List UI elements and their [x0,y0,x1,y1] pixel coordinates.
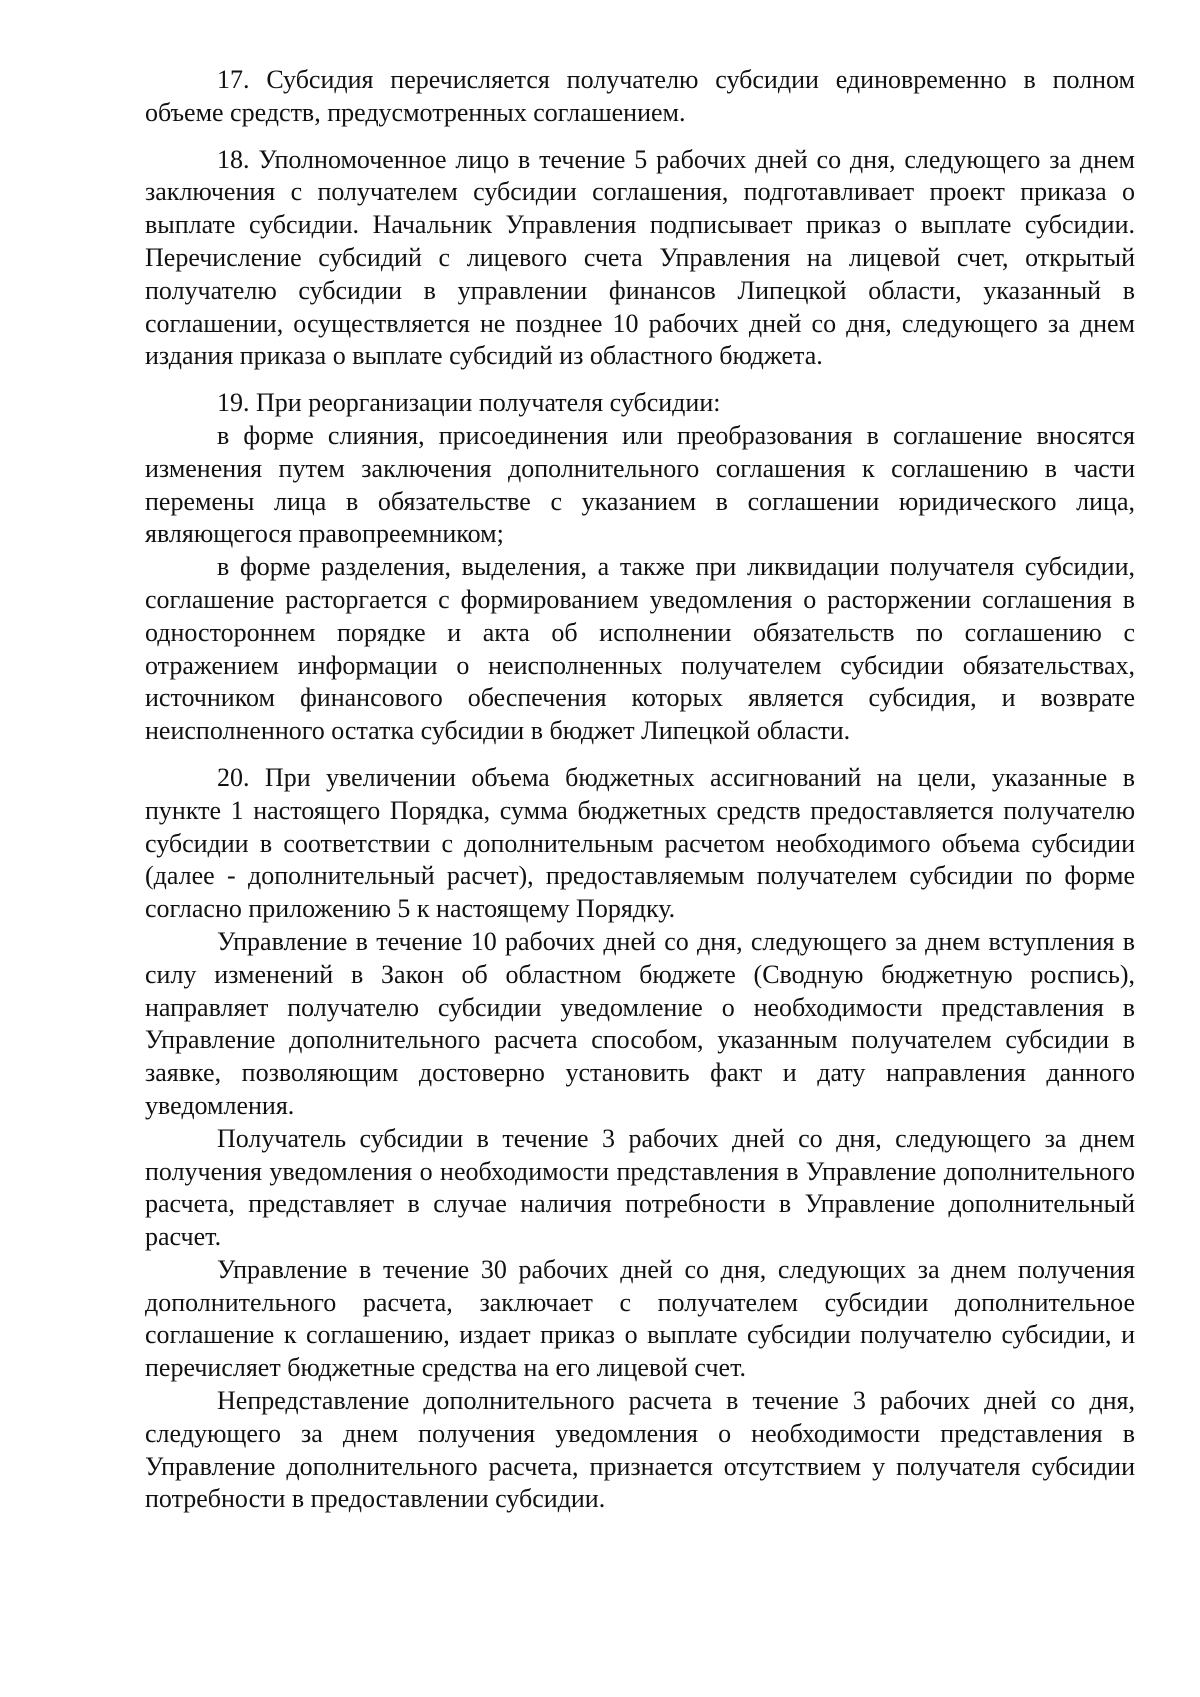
paragraph-20-agreement: Управление в течение 30 рабочих дней со дня, следующих за днем получения дополнительного расчета, заключает с получателем субсидии дополнительное соглашение к соглашению, издает приказ о выплате субсидии получателю субсидии, и перечисляет бюджетные средства на его лицевой счет. [145,1254,1135,1383]
paragraph-18: 18. Уполномоченное лицо в течение 5 рабочих дней со дня, следующего за днем заключения с получателем субсидии соглашения, подготавливает проект приказа о выплате субсидии. Начальник Управления подписывает приказ о выплате субсидии. Перечисление субсидий с лицевого счета Управления на лицевой счет, открытый получателю субсидии в управлении финансов Липецкой области, указанный в соглашении, осуществляется не позднее 10 рабочих дней со дня, следующего за днем издания приказа о выплате субсидий из областного бюджета. [145,144,1135,371]
paragraph-19-division: в форме разделения, выделения, а также при ликвидации получателя субсидии, соглашение расторгается с формированием уведомления о расторжении соглашения в одностороннем порядке и акта об исполнении обязательств по соглашению с отражением информации о неисполненных получателем субсидии обязательствах, источником финансового обеспечения которых является субсидия, и возврате неисполненного остатка субсидии в бюджет Липецкой области. [145,552,1135,746]
paragraph-20: 20. При увеличении объема бюджетных ассигнований на цели, указанные в пункте 1 настоящего Порядка, сумма бюджетных средств предоставляется получателю субсидии в соответствии с дополнительным расчетом необходимого объема субсидии (далее - дополнительный расчет), предоставляемым получателем субсидии по форме согласно приложению 5 к настоящему Порядку. [145,762,1135,924]
paragraph-19-merger: в форме слияния, присоединения или преобразования в соглашение вносятся изменения путем заключения дополнительного соглашения к соглашению в части перемены лица в обязательстве с указанием в соглашении юридического лица, являющегося правопреемником; [145,420,1135,549]
document-page [145,64,1135,1516]
paragraph-17: 17. Субсидия перечисляется получателю субсидии единовременно в полном объеме средств, предусмотренных соглашением. [145,65,1135,127]
paragraph-20-nonsubmission: Непредставление дополнительного расчета в течение 3 рабочих дней со дня, следующего за днем получения уведомления о необходимости представления в Управление дополнительного расчета, признается отсутствием у получателя субсидии потребности в предоставлении субсидии. [145,1386,1135,1514]
paragraph-20-recipient: Получатель субсидии в течение 3 рабочих дней со дня, следующего за днем получения уведомления о необходимости представления в Управление дополнительного расчета, представляет в случае наличия потребности в Управление дополнительный расчет. [145,1123,1135,1252]
paragraph-19: 19. При реорганизации получателя субсидии: [217,388,721,418]
paragraph-20-notice: Управление в течение 10 рабочих дней со дня, следующего за днем вступления в силу изменений в Закон об областном бюджете (Сводную бюджетную роспись), направляет получателю субсидии уведомление о необходимости представления в Управление дополнительного расчета способом, указанным получателем субсидии в заявке, позволяющим достоверно установить факт и дату направления данного уведомления. [145,926,1135,1120]
